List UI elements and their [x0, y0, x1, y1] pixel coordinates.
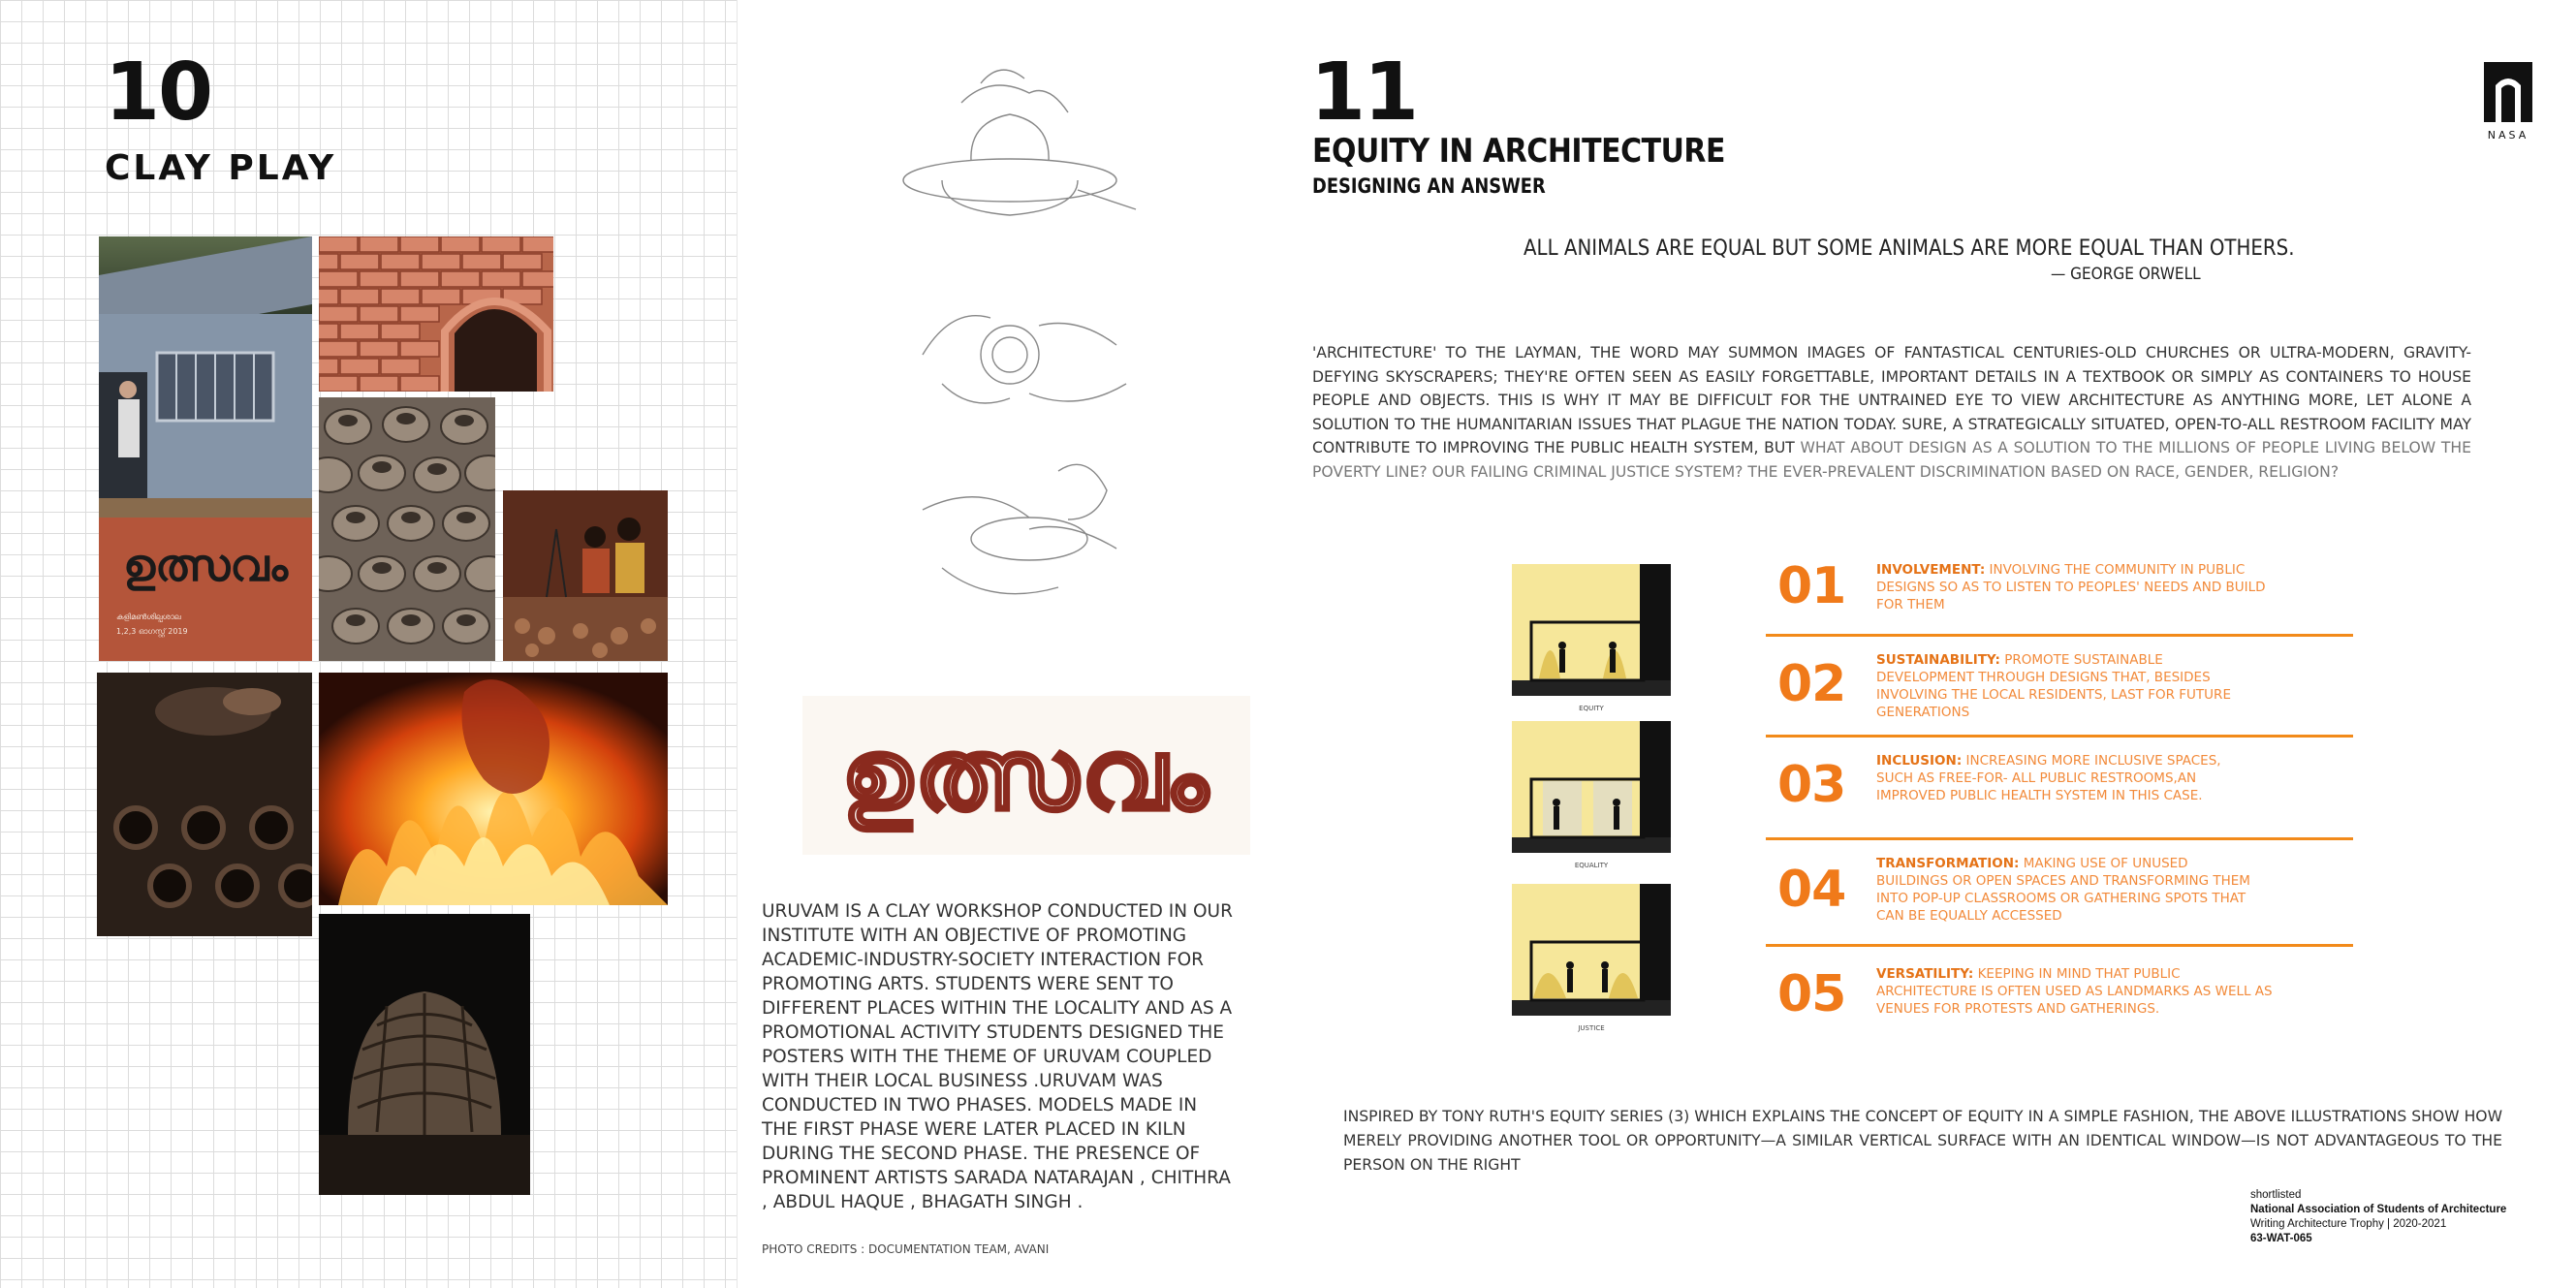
footer-line4: 63-WAT-065 [2250, 1233, 2312, 1244]
illustration-equity [1512, 564, 1671, 712]
photo-poster-uruvam [99, 236, 312, 661]
illustration-justice-caption: JUSTICE [1578, 1024, 1605, 1032]
photo-brick-kiln [319, 236, 553, 392]
conclusion-paragraph: INSPIRED BY TONY RUTH'S EQUITY SERIES (3) WHICH EXPLAINS THE CONCEPT OF EQUITY IN A SIMPLE FASHION, THE ABOVE ILLUSTRATIONS SHOW HOW MERELY PROVIDING ANOTHER TOOL OR OPPORTUNITY—A SIMILAR VERTICAL SURFACE WITH AN IDENTICAL WINDOW—IS NOT ADVANTAGEOUS TO THE PERSON ON THE RIGHT [1343, 1108, 2502, 1174]
point-number: 05 [1777, 965, 1846, 1023]
pottery-sketches [884, 64, 1155, 645]
photo-workshop-people [503, 490, 668, 661]
uruvam-logo-art [802, 696, 1250, 855]
right-page-title: EQUITY IN ARCHITECTURE [1312, 132, 1726, 171]
nasa-arch-icon [2484, 62, 2532, 122]
nasa-logo [2484, 62, 2532, 141]
intro-paragraph [1312, 341, 2471, 485]
left-page-number: 10 [105, 47, 212, 139]
footer-credits [2250, 1188, 2506, 1246]
point-text [1876, 752, 2254, 804]
illustration-equality [1512, 721, 1671, 869]
right-page-number: 11 [1310, 47, 1418, 139]
intro-text-dark: 'ARCHITECTURE' TO THE LAYMAN, THE WORD MAY SUMMON IMAGES OF FANTASTICAL CENTURIES-OLD CHURCHES OR ULTRA-MODERN, GRAVITY-DEFYING SKYSCRAPERS; THEY'RE OFTEN SEEN AS EASILY FORGETTABLE, IMPORTANT DETAILS IN A TEXTBOOK OR SIMPLY AS CONTAINERS TO HOUSE PEOPLE AND OBJECTS. THIS IS WHY IT MAY BE DIFFICULT FOR THE UNTRAINED EYE TO VIEW ARCHITECTURE AS ANYTHING MORE, LET ALONE A SOLUTION TO THE HUMANITARIAN ISSUES THAT PLAGUE THE NATION TODAY. SURE, A STRATEGICALLY SITUATED, OPEN-TO-ALL RESTROOM FACILITY MAY CONTRIBUTE TO IMPROVING THE PUBLIC HEALTH SYSTEM, BUT [1312, 344, 2471, 457]
point-text [1876, 651, 2254, 721]
point-number: 02 [1777, 655, 1846, 713]
photo-credits: PHOTO CREDITS : DOCUMENTATION TEAM, AVANI [762, 1242, 1050, 1256]
point-label: VERSATILITY: [1876, 966, 1974, 982]
point-label: INCLUSION: [1876, 753, 1963, 769]
illustration-equality-caption: EQUALITY [1574, 862, 1609, 869]
photo-clay-pots [319, 397, 495, 661]
orwell-quote: ALL ANIMALS ARE EQUAL BUT SOME ANIMALS ARE MORE EQUAL THAN OTHERS. [1524, 236, 2295, 261]
photo-clay-feet [97, 673, 312, 936]
point-text [1876, 965, 2274, 1018]
point-text [1876, 561, 2293, 613]
point-number: 04 [1777, 861, 1846, 919]
point-body: INCREASING MORE INCLUSIVE SPACES, SUCH AS FREE-FOR- ALL PUBLIC RESTROOMS,AN IMPROVED PUBLIC HEALTH SYSTEM IN THIS CASE. [1876, 753, 2221, 803]
footer-line1: shortlisted [2250, 1189, 2302, 1201]
left-page-description: URUVAM IS A CLAY WORKSHOP CONDUCTED IN OUR INSTITUTE WITH AN OBJECTIVE OF PROMOTING ACADEMIC-INDUSTRY-SOCIETY INTERACTION FOR PROMOTING ARTS. STUDENTS WERE SENT TO DIFFERENT PLACES WITHIN THE LOCALITY AND AS A PROMOTIONAL ACTIVITY STUDENTS DESIGNED THE POSTERS WITH THE THEME OF URUVAM COUPLED WITH THEIR LOCAL BUSINESS .URUVAM WAS CONDUCTED IN TWO PHASES. MODELS MADE IN THE FIRST PHASE WERE LATER PLACED IN KILN DURING THE SECOND PHASE. THE PRESENCE OF PROMINENT ARTISTS SARADA NATARAJAN , CHITHRA , ABDUL HAQUE , BHAGATH SINGH . [762, 901, 1233, 1212]
intro-text-light: WHAT ABOUT DESIGN AS A SOLUTION TO THE MILLIONS OF PEOPLE LIVING BELOW THE POVERTY LINE? OUR FAILING CRIMINAL JUSTICE SYSTEM? THE EVER-PREVALENT DISCRIMINATION BASED ON RACE, GENDER, RELIGION? [1312, 439, 2471, 481]
photo-clay-dome-night [319, 914, 530, 1195]
point-body: MAKING USE OF UNUSED BUILDINGS OR OPEN SPACES AND TRANSFORMING THEM INTO POP-UP CLASSROOMS OR GATHERING SPOTS THAT CAN BE EQUALLY ACCESSED [1876, 856, 2250, 924]
poster-word-text: ഉത്സവം [123, 539, 288, 591]
photo-fire-ritual [319, 673, 668, 905]
point-label: INVOLVEMENT: [1876, 562, 1986, 578]
point-label: SUSTAINABILITY: [1876, 652, 2000, 668]
nasa-logo-text: NASA [2487, 129, 2529, 141]
point-divider [1766, 634, 2353, 637]
poster-sub2-text: 1,2,3 ഓഗസ്റ്റ് 2019 [116, 627, 188, 636]
right-page-subtitle: DESIGNING AN ANSWER [1312, 174, 1546, 198]
point-label: TRANSFORMATION: [1876, 856, 2020, 871]
illustration-equity-caption: EQUITY [1579, 705, 1604, 712]
point-number: 01 [1777, 557, 1846, 615]
point-divider [1766, 735, 2353, 738]
poster-sub1-text: കളിമൺശില്പശാല [116, 613, 181, 621]
point-body: PROMOTE SUSTAINABLE DEVELOPMENT THROUGH DESIGNS THAT, BESIDES INVOLVING THE LOCAL RESIDENTS, LAST FOR FUTURE GENERATIONS [1876, 652, 2231, 720]
point-number: 03 [1777, 756, 1846, 814]
uruvam-logo-text: ഉത്സവം [841, 718, 1211, 832]
left-page-title: CLAY PLAY [105, 148, 337, 188]
footer-line2: National Association of Students of Architecture [2250, 1204, 2507, 1215]
point-text [1876, 855, 2254, 925]
point-divider [1766, 837, 2353, 840]
quote-author: — GEORGE ORWELL [2051, 265, 2201, 284]
point-body: INVOLVING THE COMMUNITY IN PUBLIC DESIGNS SO AS TO LISTEN TO PEOPLES' NEEDS AND BUILD FOR THEM [1876, 562, 2266, 613]
point-divider [1766, 944, 2353, 947]
point-body: KEEPING IN MIND THAT PUBLIC ARCHITECTURE IS OFTEN USED AS LANDMARKS AS WELL AS VENUES FOR PROTESTS AND GATHERINGS. [1876, 966, 2273, 1017]
illustration-justice [1512, 884, 1671, 1032]
footer-line3: Writing Architecture Trophy | 2020-2021 [2250, 1218, 2447, 1230]
